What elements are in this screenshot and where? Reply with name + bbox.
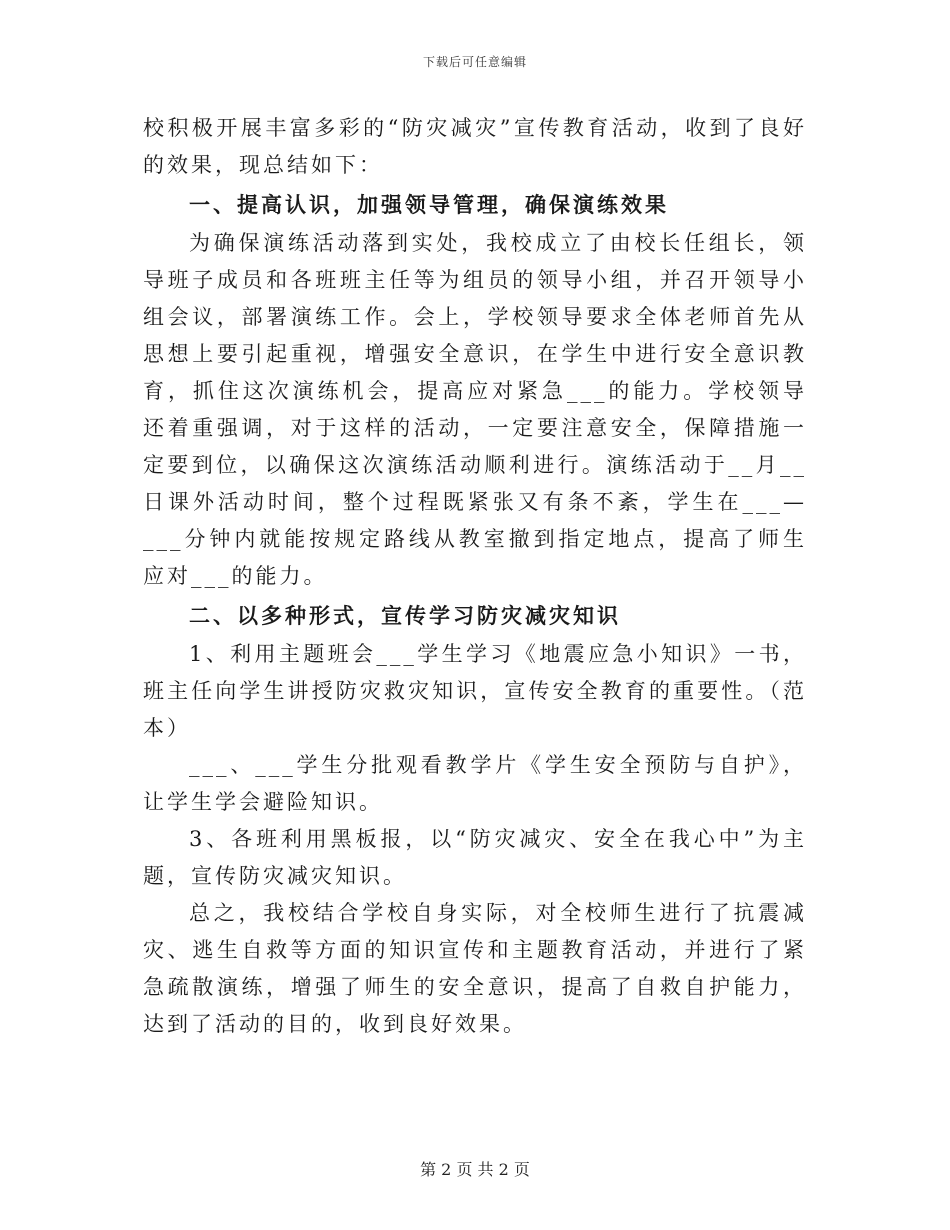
page-number-footer: 第 2 页 共 2 页 <box>420 1160 530 1179</box>
summary-paragraph: 总之，我校结合学校自身实际，对全校师生进行了抗震减灾、逃生自救等方面的知识宣传和主题教育活动，并进行了紧急疏散演练，增强了师生的安全意识，提高了自救自护能力，达到了活动的目的，收到良好效果。 <box>143 901 807 1036</box>
section-1-paragraph: 为确保演练活动落到实处，我校成立了由校长任组长，领导班子成员和各班班主任等为组员的领导小组，并召开领导小组会议，部署演练工作。会上，学校领导要求全体老师首先从思想上要引起重视，增强安全意识，在学生中进行安全意识教育，抓住这次演练机会，提高应对紧急___的能力。学校领导还着重强调，对于这样的活动，一定要注意安全，保障措施一定要到位，以确保这次演练活动顺利进行。演练活动于__月__日课外活动时间，整个过程既紧张又有条不紊，学生在___—___分钟内就能按规定路线从教室撤到指定地点，提高了师生应对___的能力。 <box>143 231 807 588</box>
document-body <box>143 110 807 1043</box>
section-heading-2: 二、以多种形式，宣传学习防灾减灾知识 <box>189 603 621 628</box>
section-2-item-3: 3、各班利用黑板报，以“防灾减灾、安全在我心中”为主题，宣传防灾减灾知识。 <box>143 827 807 888</box>
page-header-note: 下载后可任意编辑 <box>422 55 527 69</box>
section-2-item-2: ___、___学生分批观看教学片《学生安全预防与自护》，让学生学会避险知识。 <box>143 753 807 814</box>
section-2-item-1: 1、利用主题班会___学生学习《地震应急小知识》一书，班主任向学生讲授防灾救灾知识，宣传安全教育的重要性。（范本） <box>143 642 807 740</box>
intro-paragraph: 校积极开展丰富多彩的“防灾减灾”宣传教育活动，收到了良好的效果，现总结如下： <box>143 116 807 177</box>
section-heading-1: 一、提高认识，加强领导管理，确保演练效果 <box>189 192 669 217</box>
